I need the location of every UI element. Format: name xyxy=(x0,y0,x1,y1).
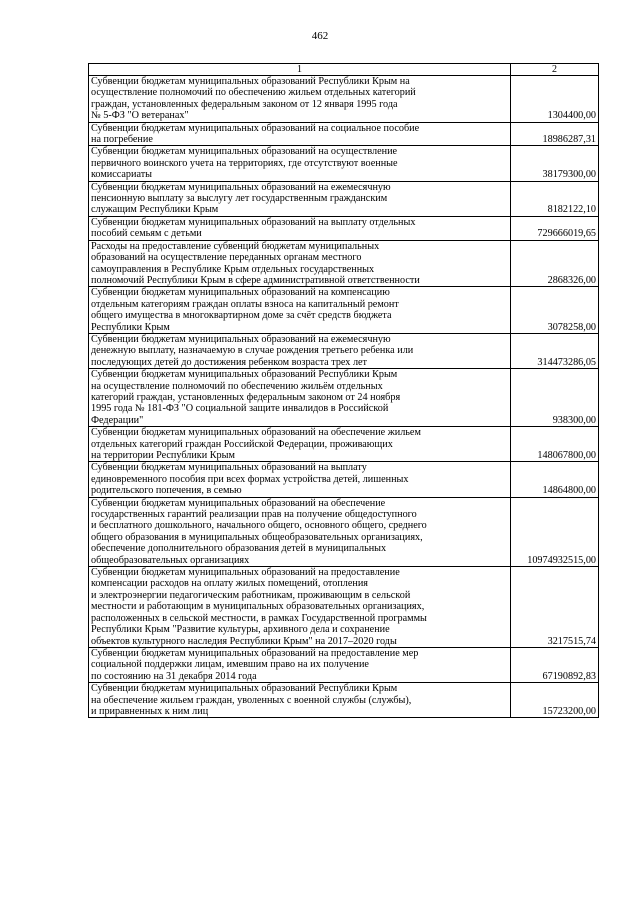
row-description: Субвенции бюджетам муниципальных образований на компенсацию отдельным категориям граждан оплаты взноса на капитальный ремонт общего имущества в многоквартирном доме за счёт средств бюджета Республики Крым xyxy=(89,287,511,334)
table-row xyxy=(89,122,599,146)
row-description: Субвенции бюджетам муниципальных образований на осуществление первичного воинского учета на территориях, где отсутствуют военные комиссариаты xyxy=(89,146,511,181)
row-description: Субвенции бюджетам муниципальных образований Республики Крым на обеспечение жильем граждан, уволенных с военной службы (службы), и приравненных к ним лиц xyxy=(89,683,511,718)
row-description: Субвенции бюджетам муниципальных образований на ежемесячную денежную выплату, назначаемую в случае рождения третьего ребенка или последующих детей до достижения ребенком возраста трех лет xyxy=(89,333,511,368)
row-amount: 14864800,00 xyxy=(511,462,599,497)
column-header-description: 1 xyxy=(89,64,511,76)
row-amount: 938300,00 xyxy=(511,369,599,427)
table-row xyxy=(89,427,599,462)
row-amount: 18986287,31 xyxy=(511,122,599,146)
table-row xyxy=(89,647,599,682)
row-amount: 148067800,00 xyxy=(511,427,599,462)
row-amount: 38179300,00 xyxy=(511,146,599,181)
row-description: Субвенции бюджетам муниципальных образований Республики Крым на осуществление полномочий по обеспечению жильём отдельных категорий граждан, установленных федеральным законом от 24 ноября 1995 года № 181-ФЗ "О социальной защите инвалидов в Российской Федерации" xyxy=(89,369,511,427)
row-description: Субвенции бюджетам муниципальных образований на выплату отдельных пособий семьям с детьми xyxy=(89,216,511,240)
table-row xyxy=(89,146,599,181)
row-amount: 8182122,10 xyxy=(511,181,599,216)
row-amount: 3078258,00 xyxy=(511,287,599,334)
row-description: Субвенции бюджетам муниципальных образований на социальное пособие на погребение xyxy=(89,122,511,146)
row-amount: 3217515,74 xyxy=(511,567,599,648)
table-row xyxy=(89,683,599,718)
row-description: Субвенции бюджетам муниципальных образований на предоставление компенсации расходов на оплату жилых помещений, отопления и электроэнергии педагогическим работникам, проживающим в сельской местности и работающим в муниципальных образовательных организациях, расположенных в сельской местности, в рамках Государственной программы Республики Крым "Развитие культуры, архивного дела и сохранение объектов культурного наследия Республики Крым" на 2017–2020 годы xyxy=(89,567,511,648)
table-row xyxy=(89,287,599,334)
row-description: Субвенции бюджетам муниципальных образований на выплату единовременного пособия при всех формах устройства детей, лишенных родительского попечения, в семью xyxy=(89,462,511,497)
table-row xyxy=(89,181,599,216)
row-amount: 67190892,83 xyxy=(511,647,599,682)
table-row xyxy=(89,497,599,566)
row-description: Расходы на предоставление субвенций бюджетам муниципальных образований на осуществление переданных органам местного самоуправления в Республике Крым отдельных государственных полномочий Республики Крым в сфере административной ответственности xyxy=(89,240,511,287)
column-header-amount: 2 xyxy=(511,64,599,76)
row-amount: 1304400,00 xyxy=(511,76,599,123)
row-amount: 729666019,65 xyxy=(511,216,599,240)
table-row xyxy=(89,369,599,427)
page-number: 462 xyxy=(311,30,329,42)
row-description: Субвенции бюджетам муниципальных образований на предоставление мер социальной поддержки лицам, имевшим право на их получение по состоянию на 31 декабря 2014 года xyxy=(89,647,511,682)
table-row xyxy=(89,76,599,123)
subvention-table xyxy=(88,63,599,718)
row-amount: 10974932515,00 xyxy=(511,497,599,566)
row-description: Субвенции бюджетам муниципальных образований на обеспечение государственных гарантий реализации прав на получение общедоступного и бесплатного дошкольного, начального общего, основного общего, среднего общего образования в муниципальных общеобразовательных организациях, обеспечение дополнительного образования детей в муниципальных общеобразовательных организациях xyxy=(89,497,511,566)
row-amount: 15723200,00 xyxy=(511,683,599,718)
row-amount: 2868326,00 xyxy=(511,240,599,287)
row-description: Субвенции бюджетам муниципальных образований Республики Крым на осуществление полномочий по обеспечению жильем отдельных категорий граждан, установленных федеральным законом от 12 января 1995 года № 5-ФЗ "О ветеранах" xyxy=(89,76,511,123)
table-row xyxy=(89,333,599,368)
row-description: Субвенции бюджетам муниципальных образований на обеспечение жильем отдельных категорий граждан Российской Федерации, проживающих на территории Республики Крым xyxy=(89,427,511,462)
table-row xyxy=(89,240,599,287)
table-header-row xyxy=(89,64,599,76)
table-row xyxy=(89,462,599,497)
row-amount: 314473286,05 xyxy=(511,333,599,368)
table-row xyxy=(89,567,599,648)
row-description: Субвенции бюджетам муниципальных образований на ежемесячную пенсионную выплату за выслугу лет государственным гражданским служащим Республики Крым xyxy=(89,181,511,216)
table-body xyxy=(89,76,599,718)
table-row xyxy=(89,216,599,240)
